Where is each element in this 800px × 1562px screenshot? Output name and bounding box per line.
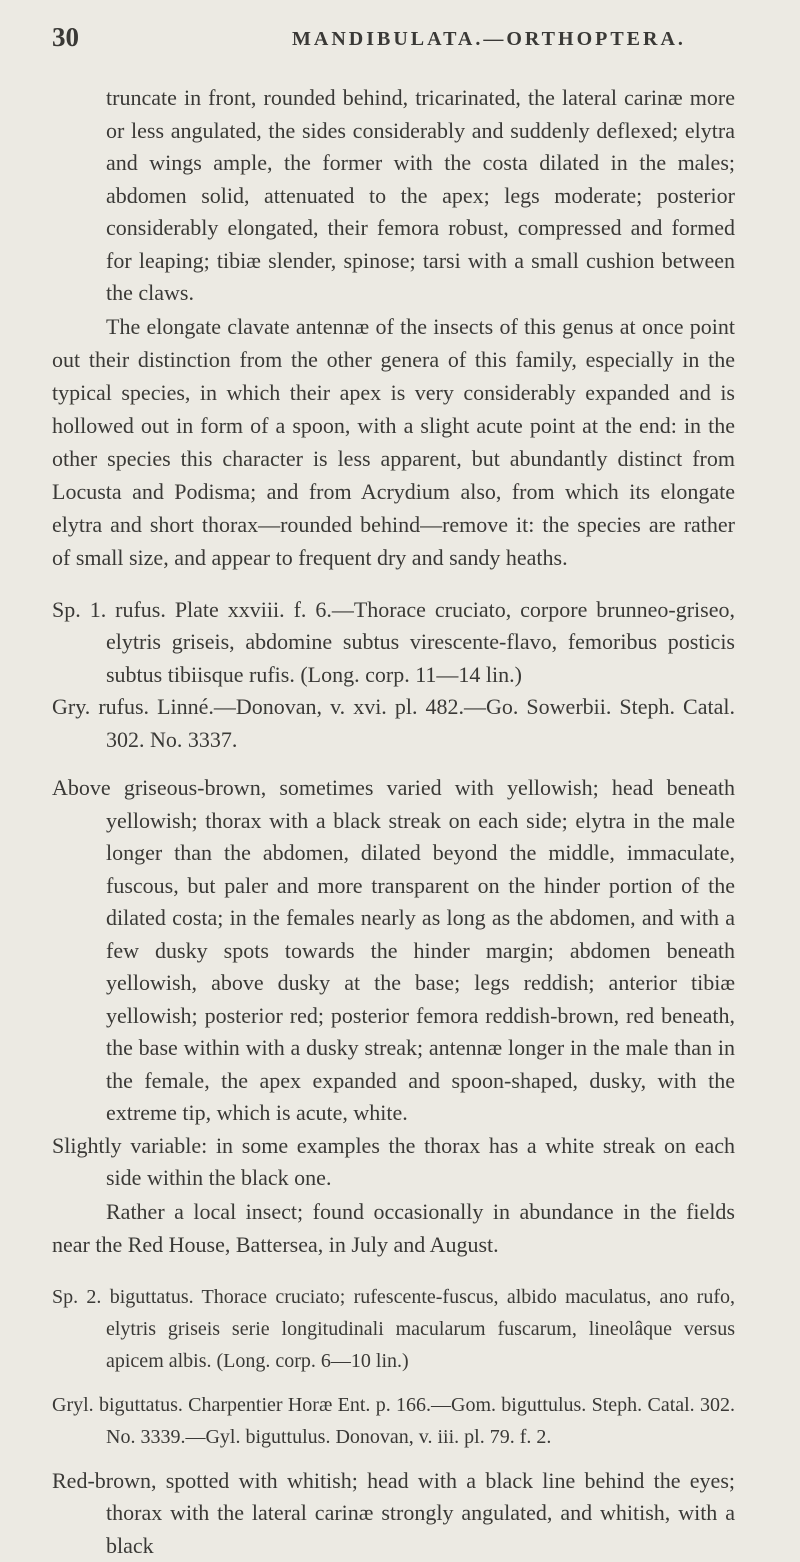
paragraph-genus-description: truncate in front, rounded behind, tricarinated, the lateral carinæ more or less angulated, the sides considerably and suddenly deflexed; elytra and wings ample, the former with the costa dilated in the males; abdomen solid, attenuated to the apex; legs moderate; posterior considerably elongated, their femora robust, compressed and formed for leaping; tibiæ slender, spinose; tarsi with a small cushion between the claws.	[0, 82, 800, 310]
species-1-synonymy: Gry. rufus. Linné.—Donovan, v. xvi. pl. 482.—Go. Sowerbii. Steph. Catal. 302. No. 3337.	[0, 691, 800, 756]
body-text	[0, 82, 800, 1562]
species-2-diagnosis: Sp. 2. biguttatus. Thorace cruciato; rufescente-fuscus, albido maculatus, ano rufo, elytris griseis serie longitudinali macularum fuscarum, lineolâque versus apicem albis. (Long. corp. 6—10 lin.)	[0, 1281, 800, 1377]
paragraph-genus-remarks: The elongate clavate antennæ of the insects of this genus at once point out their distinction from the other genera of this family, especially in the typical species, in which their apex is very considerably expanded and is hollowed out in form of a spoon, with a slight acute point at the end: in the other species this character is less apparent, but abundantly distinct from Locusta and Podisma; and from Acrydium also, from which its elongate elytra and short thorax—rounded behind—remove it: the species are rather of small size, and appear to frequent dry and sandy heaths.	[0, 310, 800, 574]
species-2-description: Red-brown, spotted with whitish; head with a black line behind the eyes; thorax with the lateral carinæ strongly angulated, and whitish, with a black	[0, 1465, 800, 1562]
species-1-diagnosis: Sp. 1. rufus. Plate xxviii. f. 6.—Thorace cruciato, corpore brunneo-griseo, elytris griseis, abdomine subtus virescente-flavo, femoribus posticis subtus tibiisque rufis. (Long. corp. 11—14 lin.)	[0, 594, 800, 692]
running-head: MANDIBULATA.—ORTHOPTERA.	[292, 28, 686, 51]
page-header	[52, 22, 752, 56]
species-1-description: Above griseous-brown, sometimes varied with yellowish; head beneath yellowish; thorax with a black streak on each side; elytra in the male longer than the abdomen, dilated beyond the middle, immaculate, fuscous, but paler and more transparent on the hinder portion of the dilated costa; in the females nearly as long as the abdomen, and with a few dusky spots towards the hinder margin; abdomen beneath yellowish, above dusky at the base; legs reddish; anterior tibiæ yellowish; posterior red; posterior femora reddish-brown, red beneath, the base within with a dusky streak; antennæ longer in the male than in the female, the apex expanded and spoon-shaped, dusky, with the extreme tip, which is acute, white.	[0, 772, 800, 1130]
species-1-variation: Slightly variable: in some examples the thorax has a white streak on each side within the black one.	[0, 1130, 800, 1195]
species-1-locality: Rather a local insect; found occasionally in abundance in the fields near the Red House, Battersea, in July and August.	[0, 1195, 800, 1261]
species-2-synonymy: Gryl. biguttatus. Charpentier Horæ Ent. p. 166.—Gom. biguttulus. Steph. Catal. 302. No. 3339.—Gyl. biguttulus. Donovan, v. iii. pl. 79. f. 2.	[0, 1389, 800, 1453]
page-number: 30	[52, 22, 79, 53]
